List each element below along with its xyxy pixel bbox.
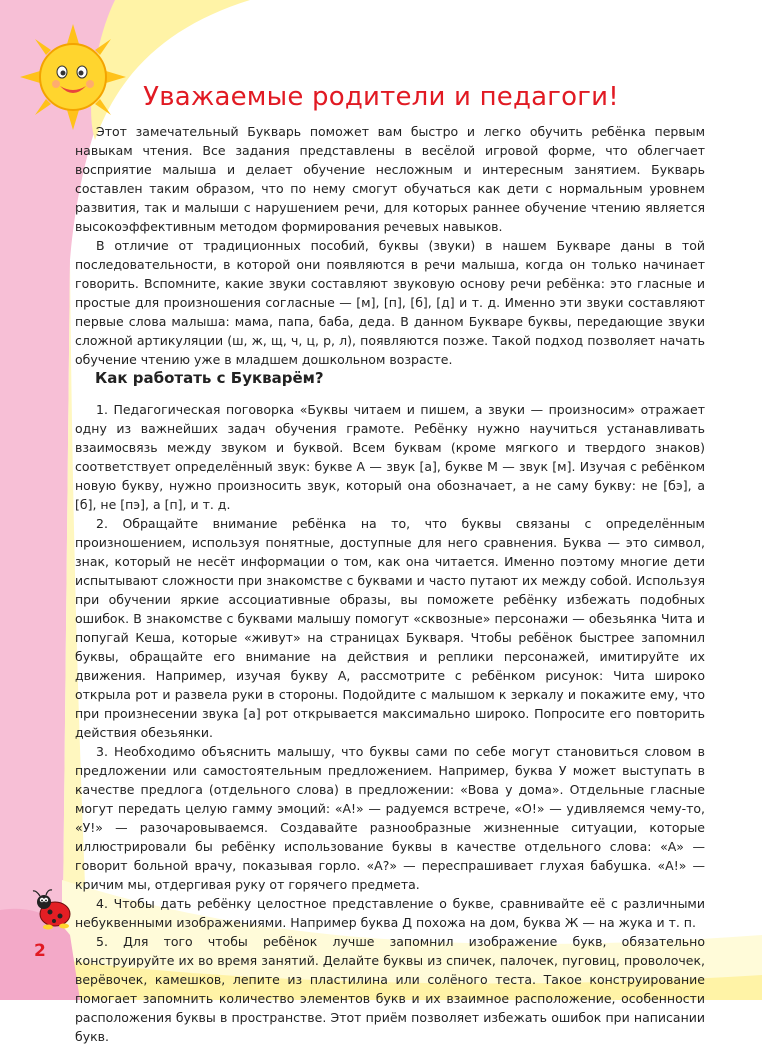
section-text — [75, 400, 705, 1046]
intro-paragraph: В отличие от традиционных пособий, буквы (звуки) в нашем Букваре даны в той последовательности, в которой они появляются в речи малыша, когда он только начинает говорить. Вспомните, какие звуки составляют звуковую основу речи ребёнка: это гласные и простые для произношения согласные — [м], [п], [б], [д] и т. д. Именно эти звуки составляют первые слова малыша: мама, папа, баба, деда. В данном Букваре буквы, передающие звуки сложной артикуляции (ш, ж, щ, ч, ц, р, л), появляются позже. Такой подход позволяет начать обучение чтению уже в младшем дошкольном возрасте. — [75, 238, 705, 367]
intro-paragraph: Этот замечательный Букварь поможет вам быстро и легко обучить ребёнка первым навыкам чтения. Все задания представлены в весёлой игровой форме, что облегчает восприятие малыша и делает обучение несложным и интересным занятием. Букварь составлен таким образом, что по нему смогут обучаться как дети с нормальным уровнем развития, так и малыши с нарушением речи, для которых раннее обучение чтению является высокоэффективным методом формирования речевых навыков. — [75, 124, 705, 234]
section-heading: Как работать с Букварём? — [95, 369, 324, 387]
intro-text — [75, 122, 705, 369]
section-paragraph: 3. Необходимо объяснить малышу, что буквы сами по себе могут становиться словом в предложении или самостоятельным предложением. Например, буква У может выступать в качестве предлога (отдельного слова) в предложении: «Вова у дома». Отдельные гласные могут передать целую гамму эмоций: «А!» — радуемся встрече, «О!» — удивляемся чему-то, «У!» — разочаровываемся. Создавайте разнообразные жизненные ситуации, которые иллюстрировали бы ребёнку использование буквы в качестве отдельного слова: «А» — говорит больной врачу, показывая горло. «А?» — переспрашивает глухая бабушка. «А!» — кричим мы, отдергивая руку от горячего предмета. — [75, 744, 705, 892]
sun-icon — [18, 22, 128, 132]
section-paragraph: 2. Обращайте внимание ребёнка на то, что буквы связаны с определённым произношением, используя понятные, доступные для него сравнения. Буква — это символ, знак, который не несёт информации о том, как она читается. Именно поэтому многие дети испытывают сложности при знакомстве с буквами и часто путают их между собой. Используя при обучении яркие ассоциативные образы, вы поможете ребёнку избежать подобных ошибок. В знакомстве с буквами малышу помогут «сквозные» персонажи — обезьянка Чита и попугай Кеша, которые «живут» на страницах Букваря. Чтобы ребёнок быстрее запомнил буквы, обращайте его внимание на действия и реплики персонажей, имитируйте их движения. Например, изучая букву А, рассмотрите с ребёнком рисунок: Чита широко открыла рот и развела руки в стороны. Подойдите с малышом к зеркалу и покажите ему, что при произнесении звука [а] рот открывается максимально широко. Попросите его повторить действия обезьянки. — [75, 516, 705, 740]
page-number: 2 — [34, 941, 46, 961]
section-paragraph: 5. Для того чтобы ребёнок лучше запомнил изображение букв, обязательно конструируйте их во время занятий. Делайте буквы из спичек, палочек, пуговиц, проволочек, верёвочек, камешков, лепите из пластилина или солёного теста. Такое конструирование помогает запомнить количество элементов букв и их взаимное расположение, особенности расположения буквы в пространстве. Этот приём позволяет избежать ошибок при написании букв. — [75, 934, 705, 1044]
section-paragraph: 4. Чтобы дать ребёнку целостное представление о букве, сравнивайте её с различными небуквенными изображениями. Например буква Д похожа на дом, буква Ж — на жука и т. п. — [75, 896, 705, 930]
page-title: Уважаемые родители и педагоги! — [143, 82, 619, 112]
section-paragraph: 1. Педагогическая поговорка «Буквы читаем и пишем, а звуки — произносим» отражает одну из важнейших задач обучения грамоте. Ребёнку нужно научиться устанавливать взаимосвязь между звуком и буквой. Всем буквам (кроме мягкого и твердого знаков) соответствует определённый звук: букве А — звук [а], букве М — звук [м]. Изучая с ребёнком новую букву, нужно произносить звук, который она обозначает, а не саму букву: не [бэ], а [б], не [пэ], а [п], и т. д. — [75, 402, 705, 512]
ladybug-icon — [30, 888, 80, 930]
